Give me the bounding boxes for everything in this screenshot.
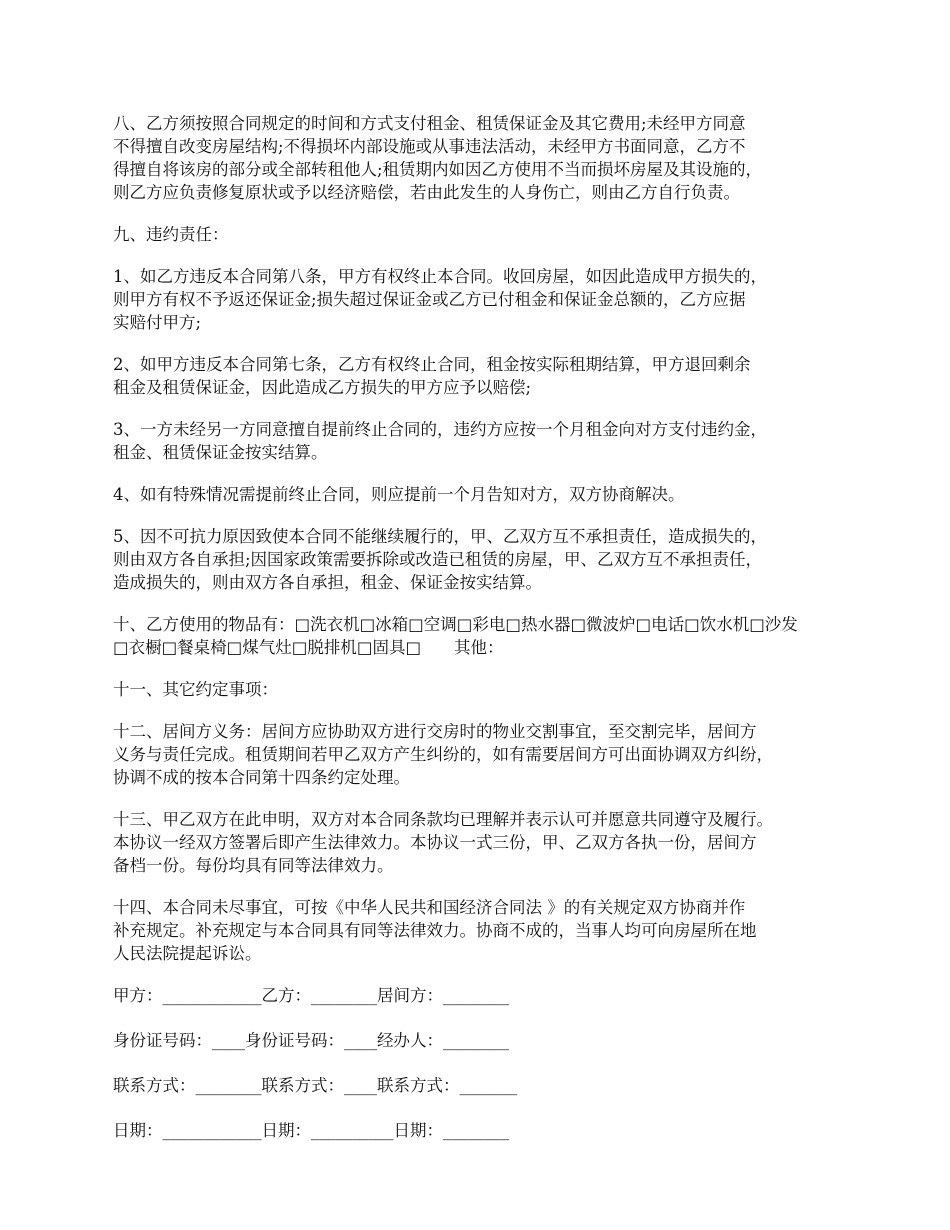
- text-line: 不得擅自改变房屋结构;不得损坏内部设施或从事违法活动，未经甲方书面同意，乙方不: [113, 137, 746, 156]
- text-line: 1、如乙方违反本合同第八条，甲方有权终止本合同。收回房屋，如因此造成甲方损失的，: [113, 267, 767, 286]
- text-line: 备档一份。每份均具有同等法律效力。: [113, 856, 394, 875]
- text-line: 本协议一经双方签署后即产生法律效力。本协议一式三份，甲、乙双方各执一份，居间方: [113, 833, 757, 852]
- text-line: 协调不成的按本合同第十四条约定处理。: [113, 768, 410, 787]
- text-line: 十二、居间方义务：居间方应协助双方进行交房时的物业交割事宜，至交割完毕，居间方: [113, 722, 757, 741]
- text-line: 补充规定。补充规定与本合同具有同等法律效力。协商不成的，当事人均可向房屋所在地: [113, 921, 757, 940]
- text-line: 2、如甲方违反本合同第七条，乙方有权终止合同，租金按实际租期结算，甲方退回剩余: [113, 355, 751, 374]
- clause-9-2-paragraph: [113, 353, 853, 399]
- clause-8-paragraph: [113, 112, 853, 204]
- clause-9-5-paragraph: [113, 525, 853, 594]
- text-line: 则由双方各自承担;因国家政策需要拆除或改造已租赁的房屋，甲、乙双方互不承担责任，: [113, 550, 763, 569]
- text-line: 租金及租赁保证金，因此造成乙方损失的甲方应予以赔偿;: [113, 378, 532, 397]
- clause-10-paragraph: [113, 613, 853, 659]
- text-line: 得擅自将该房的部分或全部转租他人;租赁期内如因乙方使用不当而损坏房屋及其设施的，: [113, 160, 763, 179]
- clause-9-4-paragraph: [113, 483, 853, 506]
- clause-9-1-paragraph: [113, 265, 853, 334]
- clause-12-paragraph: [113, 720, 853, 789]
- text-line: 4、如有特殊情况需提前终止合同，则应提前一个月告知对方，双方协商解决。: [113, 485, 685, 504]
- section-heading: 九、违约责任：: [113, 225, 229, 244]
- clause-9-3-paragraph: [113, 418, 853, 464]
- signature-row-parties: 甲方：____________乙方：________居间方：________: [113, 986, 509, 1005]
- text-line: 十四、本合同未尽事宜，可按《中华人民共和国经济合同法 》的有关规定双方协商并作: [113, 898, 746, 917]
- text-line: 义务与责任完成。租赁期间若甲乙双方产生纠纷的，如有需要居间方可出面协调双方纠纷，: [113, 745, 773, 764]
- text-line: 3、一方未经另一方同意擅自提前终止合同的，违约方应按一个月租金向对方支付违约金，: [113, 420, 767, 439]
- signature-row-id-numbers: 身份证号码：____身份证号码：____经办人：________: [113, 1031, 509, 1050]
- signature-row-dates: 日期：____________日期：__________日期：________: [113, 1121, 509, 1140]
- text-line: 十、乙方使用的物品有：□洗衣机□冰箱□空调□彩电□热水器□微波炉□电话□饮水机□沙发: [113, 615, 798, 634]
- text-line: □衣橱□餐桌椅□煤气灶□脱排机□固具□ 其他：: [113, 638, 504, 657]
- document-body: [113, 112, 853, 1164]
- clause-14-paragraph: [113, 896, 853, 965]
- text-line: 十三、甲乙双方在此申明，双方对本合同条款均已理解并表示认可并愿意共同遵守及履行。: [113, 810, 773, 829]
- signature-row-contacts: 联系方式：________联系方式：____联系方式：_______: [113, 1076, 518, 1095]
- text-line: 八、乙方须按照合同规定的时间和方式支付租金、租赁保证金及其它费用;未经甲方同意: [113, 114, 746, 133]
- text-line: 造成损失的，则由双方各自承担，租金、保证金按实结算。: [113, 573, 542, 592]
- clause-13-paragraph: [113, 808, 853, 877]
- text-line: 实赔付甲方;: [113, 313, 202, 332]
- clause-11-paragraph: [113, 678, 853, 701]
- text-line: 十一、其它约定事项：: [113, 680, 278, 699]
- text-line: 租金、租赁保证金按实结算。: [113, 443, 328, 462]
- text-line: 则乙方应负责修复原状或予以经济赔偿，若由此发生的人身伤亡，则由乙方自行负责。: [113, 183, 740, 202]
- clause-9-heading: [113, 223, 853, 246]
- text-line: 人民法院提起诉讼。: [113, 944, 262, 963]
- text-line: 5、因不可抗力原因致使本合同不能继续履行的，甲、乙双方互不承担责任，造成损失的，: [113, 527, 767, 546]
- text-line: 则甲方有权不予返还保证金;损失超过保证金或乙方已付租金和保证金总额的，乙方应据: [113, 290, 746, 309]
